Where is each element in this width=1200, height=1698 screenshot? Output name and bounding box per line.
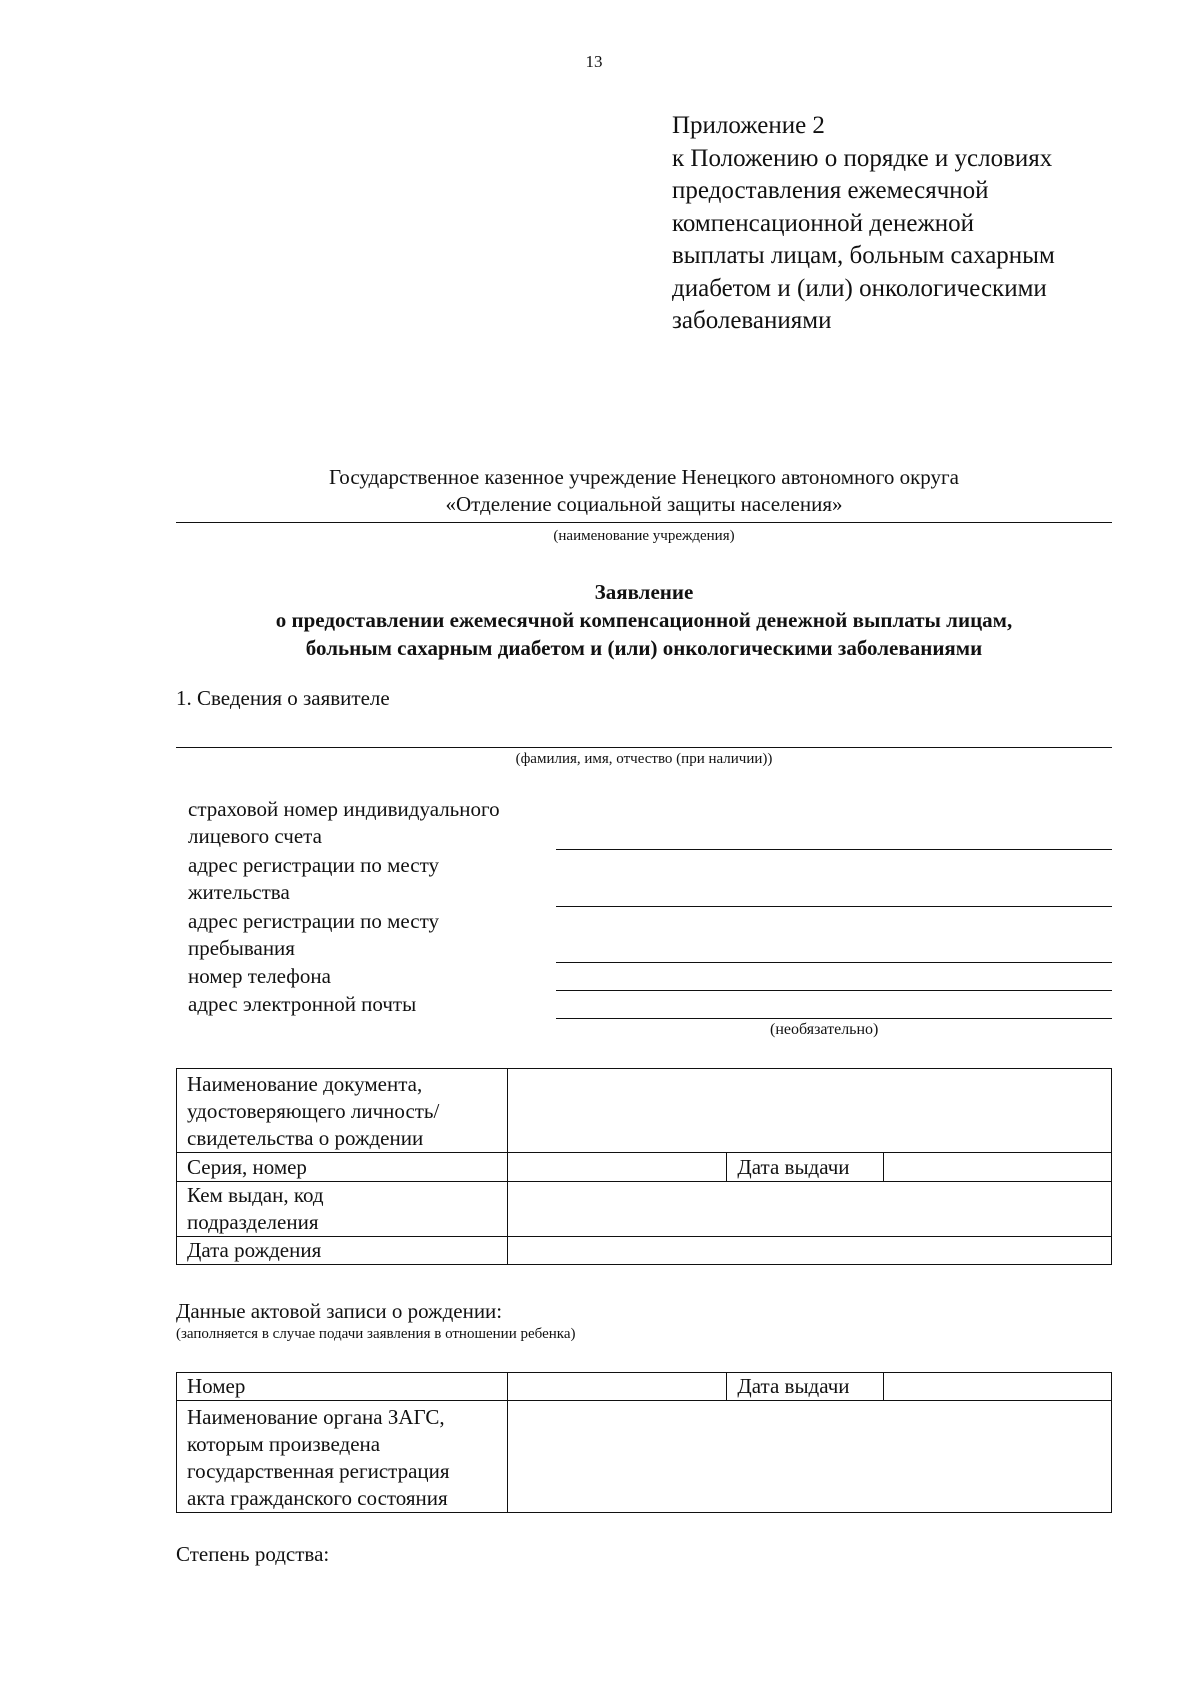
- birth-date-field[interactable]: [507, 1237, 1111, 1265]
- form-title-line-1: Заявление: [594, 580, 694, 604]
- appendix-line: Приложение 2: [672, 112, 825, 139]
- issued-by-label-line-2: подразделения: [187, 1210, 319, 1234]
- series-number-label: Серия, номер: [177, 1153, 508, 1182]
- birth-record-table: [176, 1372, 1112, 1513]
- stay-address-field[interactable]: [556, 962, 1112, 963]
- institution-name: [176, 464, 1112, 518]
- email-field[interactable]: [556, 1018, 1112, 1019]
- applicant-section-heading: 1. Сведения о заявителе: [176, 686, 390, 710]
- form-title-line-2: о предоставлении ежемесячной компенсационной денежной выплаты лицам,: [275, 608, 1013, 632]
- stay-address-label-line-2: пребывания: [188, 936, 295, 960]
- record-number-field[interactable]: [507, 1373, 727, 1401]
- appendix-line: заболеваниями: [672, 307, 832, 334]
- email-label: адрес электронной почты: [188, 992, 417, 1016]
- registry-office-label-line-1: Наименование органа ЗАГС,: [187, 1405, 445, 1429]
- applicant-name-caption: (фамилия, имя, отчество (при наличии)): [515, 751, 773, 767]
- record-number-label: Номер: [177, 1373, 508, 1401]
- residence-address-label: [188, 852, 439, 906]
- institution-line-2: «Отделение социальной защиты населения»: [445, 492, 843, 516]
- table-row: [177, 1237, 1112, 1265]
- appendix-line: компенсационной денежной: [672, 209, 975, 237]
- record-issue-date-field[interactable]: [884, 1373, 1112, 1401]
- residence-address-label-line-1: адрес регистрации по месту: [188, 853, 439, 877]
- appendix-line: к Положению о порядке и условиях: [672, 144, 1053, 172]
- identity-document-table: [176, 1068, 1112, 1265]
- applicant-name-field[interactable]: [176, 747, 1112, 748]
- issued-by-field[interactable]: [507, 1182, 1111, 1237]
- doc-name-field[interactable]: [507, 1069, 1111, 1153]
- appendix-line: предоставления ежемесячной: [672, 177, 989, 204]
- email-optional-note: (необязательно): [770, 1021, 879, 1038]
- issue-date-label: Дата выдачи: [727, 1153, 884, 1182]
- appendix-line: диабетом и (или) онкологическими: [672, 274, 1047, 302]
- form-title: [176, 578, 1112, 662]
- table-row: [177, 1153, 1112, 1182]
- doc-name-label-line-3: свидетельства о рождении: [187, 1126, 424, 1150]
- doc-name-label: [177, 1069, 508, 1153]
- institution-caption: (наименование учреждения): [553, 528, 735, 544]
- residence-address-label-line-2: жительства: [188, 880, 290, 904]
- kinship-label: Степень родства:: [176, 1542, 330, 1566]
- stay-address-label: [188, 908, 439, 962]
- snils-field[interactable]: [556, 849, 1112, 850]
- phone-label: номер телефона: [188, 964, 331, 988]
- issued-by-label-line-1: Кем выдан, код: [187, 1183, 324, 1207]
- registry-office-label-line-3: государственная регистрация: [187, 1459, 450, 1483]
- record-issue-date-label: Дата выдачи: [727, 1373, 884, 1401]
- birth-record-heading: Данные актовой записи о рождении:: [176, 1299, 503, 1323]
- registry-office-label: [177, 1401, 508, 1513]
- table-row: [177, 1069, 1112, 1153]
- phone-field[interactable]: [556, 990, 1112, 991]
- page-number: 13: [585, 52, 603, 71]
- birth-date-label: Дата рождения: [177, 1237, 508, 1265]
- form-title-line-3: больным сахарным диабетом и (или) онкологическими заболеваниями: [305, 636, 983, 660]
- institution-underline: [176, 522, 1112, 523]
- series-number-field[interactable]: [507, 1153, 727, 1182]
- issued-by-label: [177, 1182, 508, 1237]
- registry-office-label-line-2: которым произведена: [187, 1432, 381, 1456]
- institution-line-1: Государственное казенное учреждение Ненецкого автономного округа: [329, 465, 959, 489]
- birth-record-note: (заполняется в случае подачи заявления в отношении ребенка): [176, 1326, 576, 1342]
- issue-date-field[interactable]: [884, 1153, 1112, 1182]
- snils-label: [188, 796, 500, 850]
- stay-address-label-line-1: адрес регистрации по месту: [188, 909, 439, 933]
- snils-label-line-2: лицевого счета: [188, 824, 322, 848]
- appendix-line: выплаты лицам, больным сахарным: [672, 242, 1055, 269]
- registry-office-field[interactable]: [507, 1401, 1111, 1513]
- residence-address-field[interactable]: [556, 906, 1112, 907]
- appendix-header: [672, 110, 1152, 338]
- table-row: [177, 1373, 1112, 1401]
- doc-name-label-line-1: Наименование документа,: [187, 1072, 423, 1096]
- snils-label-line-1: страховой номер индивидуального: [188, 797, 500, 821]
- table-row: [177, 1401, 1112, 1513]
- doc-name-label-line-2: удостоверяющего личность/: [187, 1099, 440, 1123]
- registry-office-label-line-4: акта гражданского состояния: [187, 1486, 448, 1510]
- table-row: [177, 1182, 1112, 1237]
